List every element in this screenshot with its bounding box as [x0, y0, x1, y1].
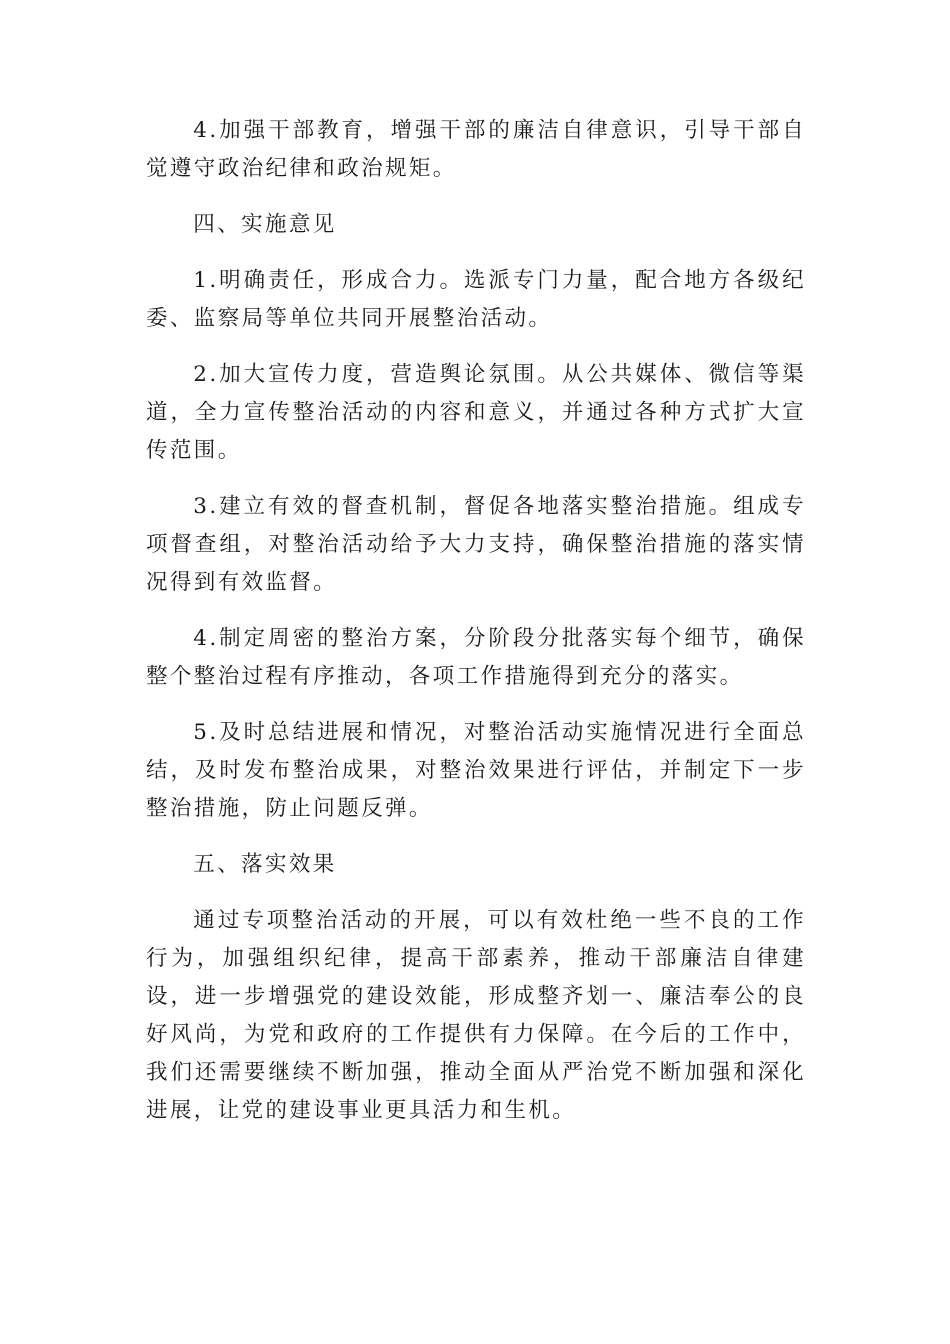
paragraph-item-5-summary: 5.及时总结进展和情况，对整治活动实施情况进行全面总结，及时发布整治成果，对整治效果进行评估，并制定下一步整治措施，防止问题反弹。: [146, 720, 806, 821]
paragraph-item-4-education: 4.加强干部教育，增强干部的廉洁自律意识，引导干部自觉遵守政治纪律和政治规矩。: [146, 118, 806, 181]
paragraph-item-1-responsibility: 1.明确责任，形成合力。选派专门力量，配合地方各级纪委、监察局等单位共同开展整治活动。: [146, 268, 806, 331]
section-heading-results: 五、落实效果: [193, 852, 337, 877]
paragraph-item-4-plan: 4.制定周密的整治方案，分阶段分批落实每个细节，确保整个整治过程有序推动，各项工作措施得到充分的落实。: [146, 626, 806, 689]
paragraph-results-body: 通过专项整治活动的开展，可以有效杜绝一些不良的工作行为，加强组织纪律，提高干部素养，推动干部廉洁自律建设，进一步增强党的建设效能，形成整齐划一、廉洁奉公的良好风尚，为党和政府的工作提供有力保障。在今后的工作中，我们还需要继续不断加强，推动全面从严治党不断加强和深化进展，让党的建设事业更具活力和生机。: [146, 908, 806, 1123]
paragraph-item-2-publicity: 2.加大宣传力度，营造舆论氛围。从公共媒体、微信等渠道，全力宣传整治活动的内容和意义，并通过各种方式扩大宣传范围。: [146, 362, 806, 463]
section-heading-implementation: 四、实施意见: [193, 212, 337, 237]
document-body: [146, 112, 806, 1148]
paragraph-item-3-supervision: 3.建立有效的督查机制，督促各地落实整治措施。组成专项督查组，对整治活动给予大力支持，确保整治措施的落实情况得到有效监督。: [146, 494, 806, 595]
